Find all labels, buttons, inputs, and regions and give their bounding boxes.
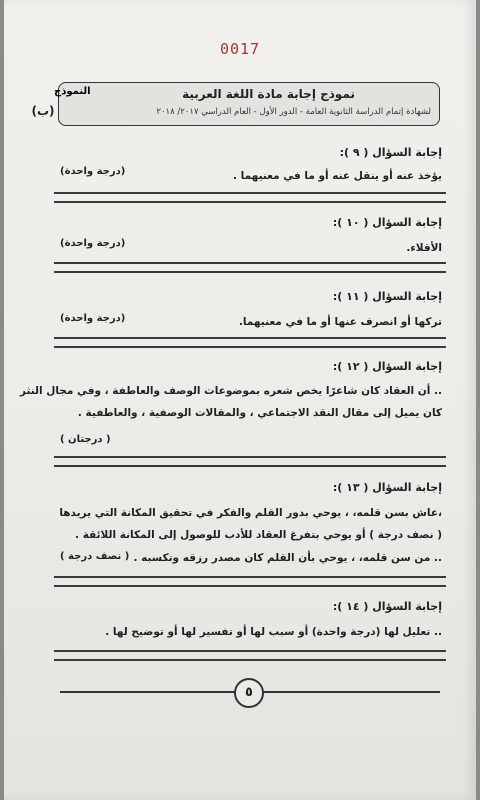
- answer-sheet: [4, 0, 476, 800]
- answer-title: إجابة السؤال ( ١٤ ):: [332, 600, 442, 613]
- header-box: [58, 82, 440, 126]
- answer-line: ( نصف درجة ) أو يوحي بتفرغ العقاد للأدب للوصول إلى المكانة اللائقة .: [75, 529, 442, 541]
- answer-line: تركها أو انصرف عنها أو ما في معنيهما.: [238, 316, 442, 328]
- grade-note: (درجة واحدة): [60, 313, 126, 324]
- separator: [54, 456, 446, 467]
- answer-line: ،عاش بسن قلمه، ، يوحي بدور القلم والفكر في تحقيق المكانة التي يريدها: [59, 507, 442, 519]
- separator: [54, 262, 446, 273]
- grade-note: ( درجتان ): [60, 434, 111, 445]
- separator: [54, 650, 446, 661]
- page-number: ٥: [234, 678, 264, 708]
- separator: [54, 576, 446, 587]
- answer-line: .. من سن قلمه، ، يوحي بأن القلم كان مصدر رزقه وتكسبه .: [133, 552, 442, 564]
- answer-line: .. تعليل لها (درجة واحدة) أو سبب لها أو تفسير لها أو توضيح لها .: [105, 626, 442, 638]
- answer-title: إجابة السؤال ( ١٠ ):: [332, 216, 442, 229]
- answer-title: إجابة السؤال ( ٩ ):: [339, 146, 442, 159]
- answer-line: كان يميل إلى مقال النقد الاجتماعي ، والمقالات الوصفية ، والعاطفية .: [77, 407, 442, 419]
- model-label: النموذج: [54, 86, 91, 97]
- header-title: نموذج إجابة مادة اللغة العربية: [182, 87, 355, 101]
- answer-line: .. أن العقاد كان شاعرًا يخص شعره بموضوعات الوصف والعاطفة ، وفي مجال النثر: [19, 385, 442, 397]
- answer-title: إجابة السؤال ( ١١ ):: [332, 290, 442, 303]
- separator: [54, 337, 446, 348]
- header-subtitle: لشهادة إتمام الدراسة الثانوية العامة - الدور الأول - العام الدراسي ٢٠١٧/ ٢٠١٨: [156, 107, 431, 117]
- separator: [54, 192, 446, 203]
- model-letter: (ب): [31, 104, 55, 118]
- serial-number: 0017: [219, 40, 261, 58]
- answer-line: الأقلاء.: [406, 242, 442, 254]
- answer-title: إجابة السؤال ( ١٢ ):: [332, 360, 442, 373]
- grade-note: ( نصف درجة ): [60, 551, 130, 562]
- grade-note: (درجة واحدة): [60, 166, 126, 177]
- answer-line: يؤخذ عنه أو ينقل عنه أو ما في معنيهما .: [233, 170, 442, 182]
- grade-note: (درجة واحدة): [60, 238, 126, 249]
- answer-title: إجابة السؤال ( ١٣ ):: [332, 481, 442, 494]
